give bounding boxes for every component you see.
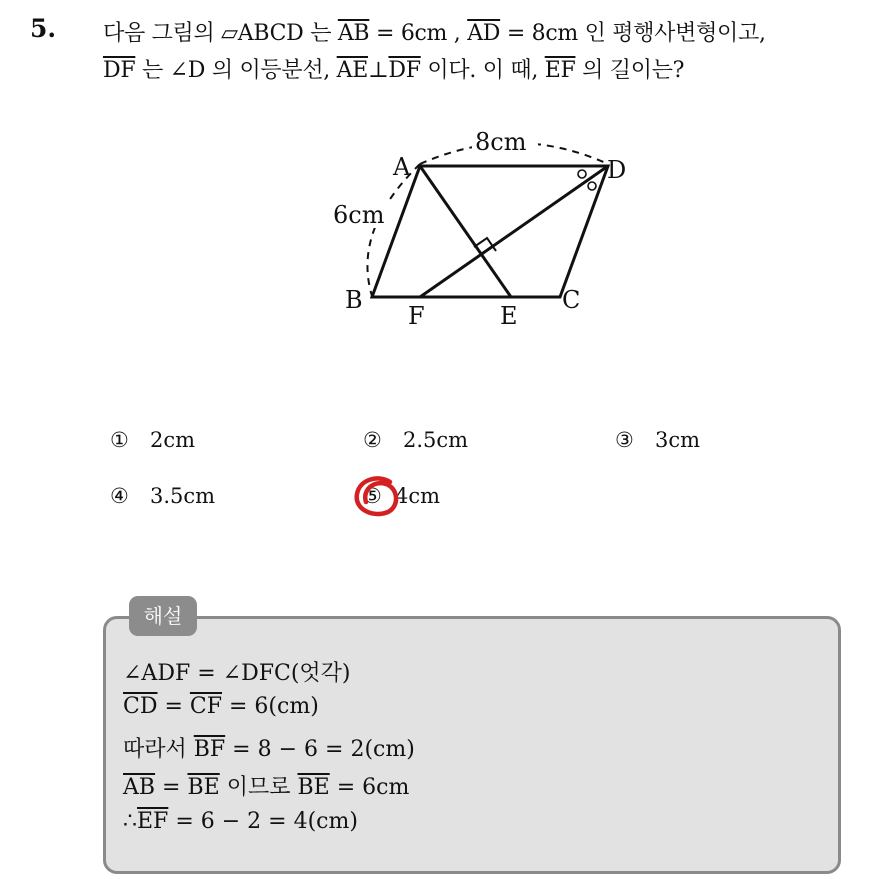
- sol-segment-bf: $\overline{BF}$: [193, 737, 226, 762]
- choice-1-mark: ①: [110, 428, 129, 452]
- choice-5-mark: ⑤: [363, 484, 382, 508]
- question-text-line-1: [103, 16, 766, 47]
- choice-5-value: 4cm: [395, 484, 441, 508]
- segment-ad: $\overline{AD}$: [467, 21, 501, 46]
- sol4-eq: =: [155, 775, 188, 800]
- question-number: 5.: [30, 14, 57, 43]
- solution-line-2: [123, 694, 319, 719]
- sol3-pre: 따라서: [123, 737, 194, 762]
- choice-1-value: 2cm: [150, 428, 196, 452]
- parallelogram-abcd: [372, 166, 608, 297]
- sol5-rest: = 6 − 2 = 4(cm): [168, 809, 358, 834]
- segment-ef: $\overline{EF}$: [544, 58, 576, 83]
- solution-line-4: [123, 770, 409, 801]
- sol2-rest: = 6(cm): [222, 694, 319, 719]
- segment-df: $\overline{DF}$: [103, 58, 136, 83]
- choice-2-mark: ②: [363, 428, 382, 452]
- sol4-mid: 이므로: [219, 775, 298, 800]
- choice-3[interactable]: [615, 428, 700, 452]
- vertex-label-d: D: [607, 156, 627, 184]
- vertex-label-a: A: [393, 153, 411, 181]
- segment-df-2: $\overline{DF}$: [388, 58, 421, 83]
- choice-2[interactable]: [363, 428, 468, 452]
- choice-2-value: 2.5cm: [403, 428, 469, 452]
- q1-text-c: = 8cm 인 평행사변형이고,: [500, 21, 766, 46]
- segment-ae: $\overline{AE}$: [336, 58, 369, 83]
- solution-line-3: [123, 732, 415, 763]
- solution-line-5: [123, 809, 358, 834]
- point-label-f: F: [408, 302, 425, 330]
- sol3-rest: = 8 − 6 = 2(cm): [225, 737, 415, 762]
- choice-1[interactable]: [110, 428, 195, 452]
- segment-ab: $\overline{AB}$: [337, 21, 370, 46]
- solution-line-1: ∠ADF = ∠DFC(엇각): [123, 661, 351, 686]
- sol2-eq: =: [157, 694, 190, 719]
- sol-segment-ef: $\overline{EF}$: [137, 809, 169, 834]
- angle-mark-2: [588, 182, 596, 190]
- question-text-line-2: [103, 53, 684, 84]
- sol4-rest: = 6cm: [329, 775, 410, 800]
- choice-3-value: 3cm: [655, 428, 701, 452]
- sol-segment-be: $\overline{BE}$: [187, 775, 220, 800]
- vertex-label-c: C: [562, 286, 581, 314]
- sol-segment-cf: $\overline{CF}$: [189, 694, 223, 719]
- segment-df-line: [420, 166, 608, 297]
- parallelogram-figure: [320, 120, 640, 335]
- top-length-label: 8cm: [475, 128, 527, 156]
- choice-4-value: 3.5cm: [150, 484, 216, 508]
- therefore-symbol: ∴: [123, 809, 137, 834]
- q2-text-a: 는 ∠D 의 이등분선,: [135, 58, 337, 83]
- solution-tag: 해설: [129, 596, 197, 636]
- sol-segment-ab: $\overline{AB}$: [123, 775, 156, 800]
- q2-text-b: 이다. 이 때,: [420, 58, 545, 83]
- angle-mark-1: [578, 170, 586, 178]
- answer-circle-mark: [352, 474, 402, 520]
- perpendicular-symbol: ⊥: [368, 58, 389, 83]
- q1-text-a: 다음 그림의 ▱ABCD 는: [103, 21, 338, 46]
- choice-3-mark: ③: [615, 428, 634, 452]
- sol-segment-be-2: $\overline{BE}$: [297, 775, 330, 800]
- vertex-label-b: B: [345, 286, 363, 314]
- choice-4-mark: ④: [110, 484, 129, 508]
- q2-text-c: 의 길이는?: [575, 58, 685, 83]
- choice-4[interactable]: [110, 484, 215, 508]
- q1-text-b: = 6cm ,: [369, 21, 468, 46]
- left-length-label: 6cm: [333, 201, 385, 229]
- point-label-e: E: [500, 302, 518, 330]
- sol-segment-cd: $\overline{CD}$: [123, 694, 158, 719]
- segment-ae-line: [420, 166, 511, 297]
